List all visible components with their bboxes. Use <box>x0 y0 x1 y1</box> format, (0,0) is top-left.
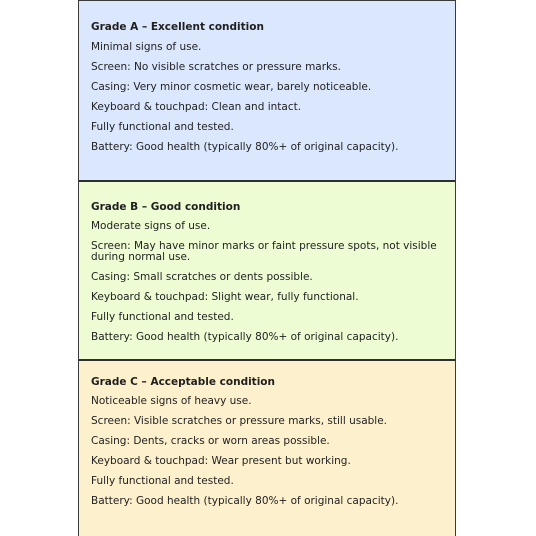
grade-c-line: Fully functional and tested. <box>91 475 234 487</box>
grade-table <box>78 0 456 536</box>
grade-b-line: Battery: Good health (typically 80%+ of original capacity). <box>91 331 399 343</box>
grade-b-section <box>79 180 455 359</box>
grade-c-line: Keyboard & touchpad: Wear present but working. <box>91 455 351 467</box>
grade-b-details <box>91 221 445 343</box>
grade-a-line: Keyboard & touchpad: Clean and intact. <box>91 101 302 113</box>
grade-c-title: Grade C – Acceptable condition <box>91 376 275 388</box>
grade-a-line: Fully functional and tested. <box>91 121 234 133</box>
grade-a-line: Screen: No visible scratches or pressure marks. <box>91 61 341 73</box>
grade-c-line: Casing: Dents, cracks or worn areas possible. <box>91 435 330 447</box>
grade-b-title: Grade B – Good condition <box>91 201 241 213</box>
grade-c-line: Battery: Good health (typically 80%+ of original capacity). <box>91 495 399 507</box>
grade-a-line: Minimal signs of use. <box>91 41 202 53</box>
grade-c-section <box>79 359 455 536</box>
grade-a-section <box>79 0 455 180</box>
grade-a-line: Battery: Good health (typically 80%+ of original capacity). <box>91 141 399 153</box>
grade-a-details <box>91 42 445 153</box>
grade-c-details <box>91 396 445 507</box>
grade-b-line: Fully functional and tested. <box>91 311 234 323</box>
grade-a-title: Grade A – Excellent condition <box>91 21 264 33</box>
grade-b-line: Keyboard & touchpad: Slight wear, fully functional. <box>91 291 359 303</box>
grade-b-line: Casing: Small scratches or dents possible. <box>91 271 313 283</box>
grade-c-line: Noticeable signs of heavy use. <box>91 395 252 407</box>
grade-c-line: Screen: Visible scratches or pressure marks, still usable. <box>91 415 388 427</box>
grade-b-line: Moderate signs of use. <box>91 220 211 232</box>
grade-a-line: Casing: Very minor cosmetic wear, barely noticeable. <box>91 81 372 93</box>
grade-b-line: Screen: May have minor marks or faint pressure spots, not visible during normal use. <box>91 240 437 263</box>
